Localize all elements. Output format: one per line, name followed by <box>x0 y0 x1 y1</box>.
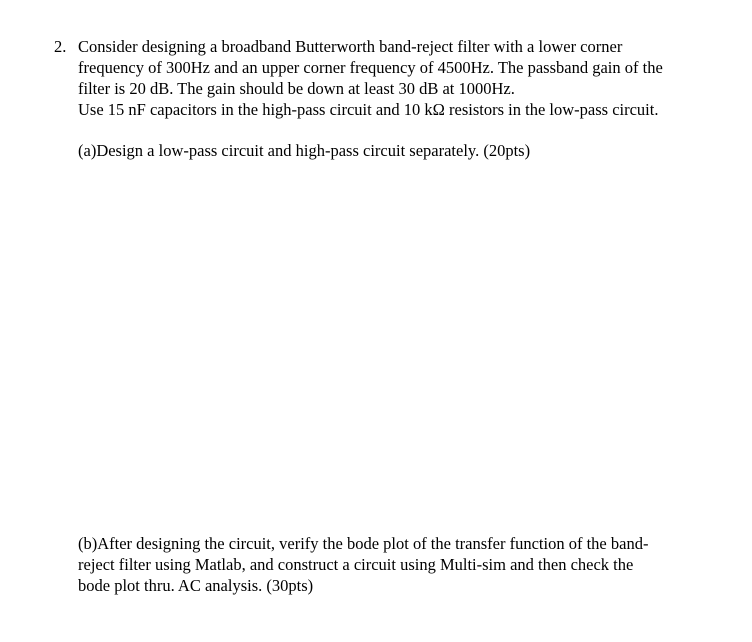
statement-line-1: Consider designing a broadband Butterworth band-reject filter with a lower corner <box>78 37 623 56</box>
part-b-line-1: (b)After designing the circuit, verify the bode plot of the transfer function of the band- <box>78 534 649 553</box>
statement-line-4: Use 15 nF capacitors in the high-pass circuit and 10 kΩ resistors in the low-pass circuit. <box>78 100 659 119</box>
problem-number: 2. <box>54 37 67 56</box>
part-b-line-3: bode plot thru. AC analysis. (30pts) <box>78 576 314 595</box>
statement-line-3: filter is 20 dB. The gain should be down at least 30 dB at 1000Hz. <box>78 79 515 98</box>
part-b-line-2: reject filter using Matlab, and construct a circuit using Multi-sim and then check the <box>78 555 634 574</box>
statement-line-2: frequency of 300Hz and an upper corner frequency of 4500Hz. The passband gain of the <box>78 58 663 77</box>
part-a-question: (a)Design a low-pass circuit and high-pass circuit separately. (20pts) <box>78 141 531 160</box>
